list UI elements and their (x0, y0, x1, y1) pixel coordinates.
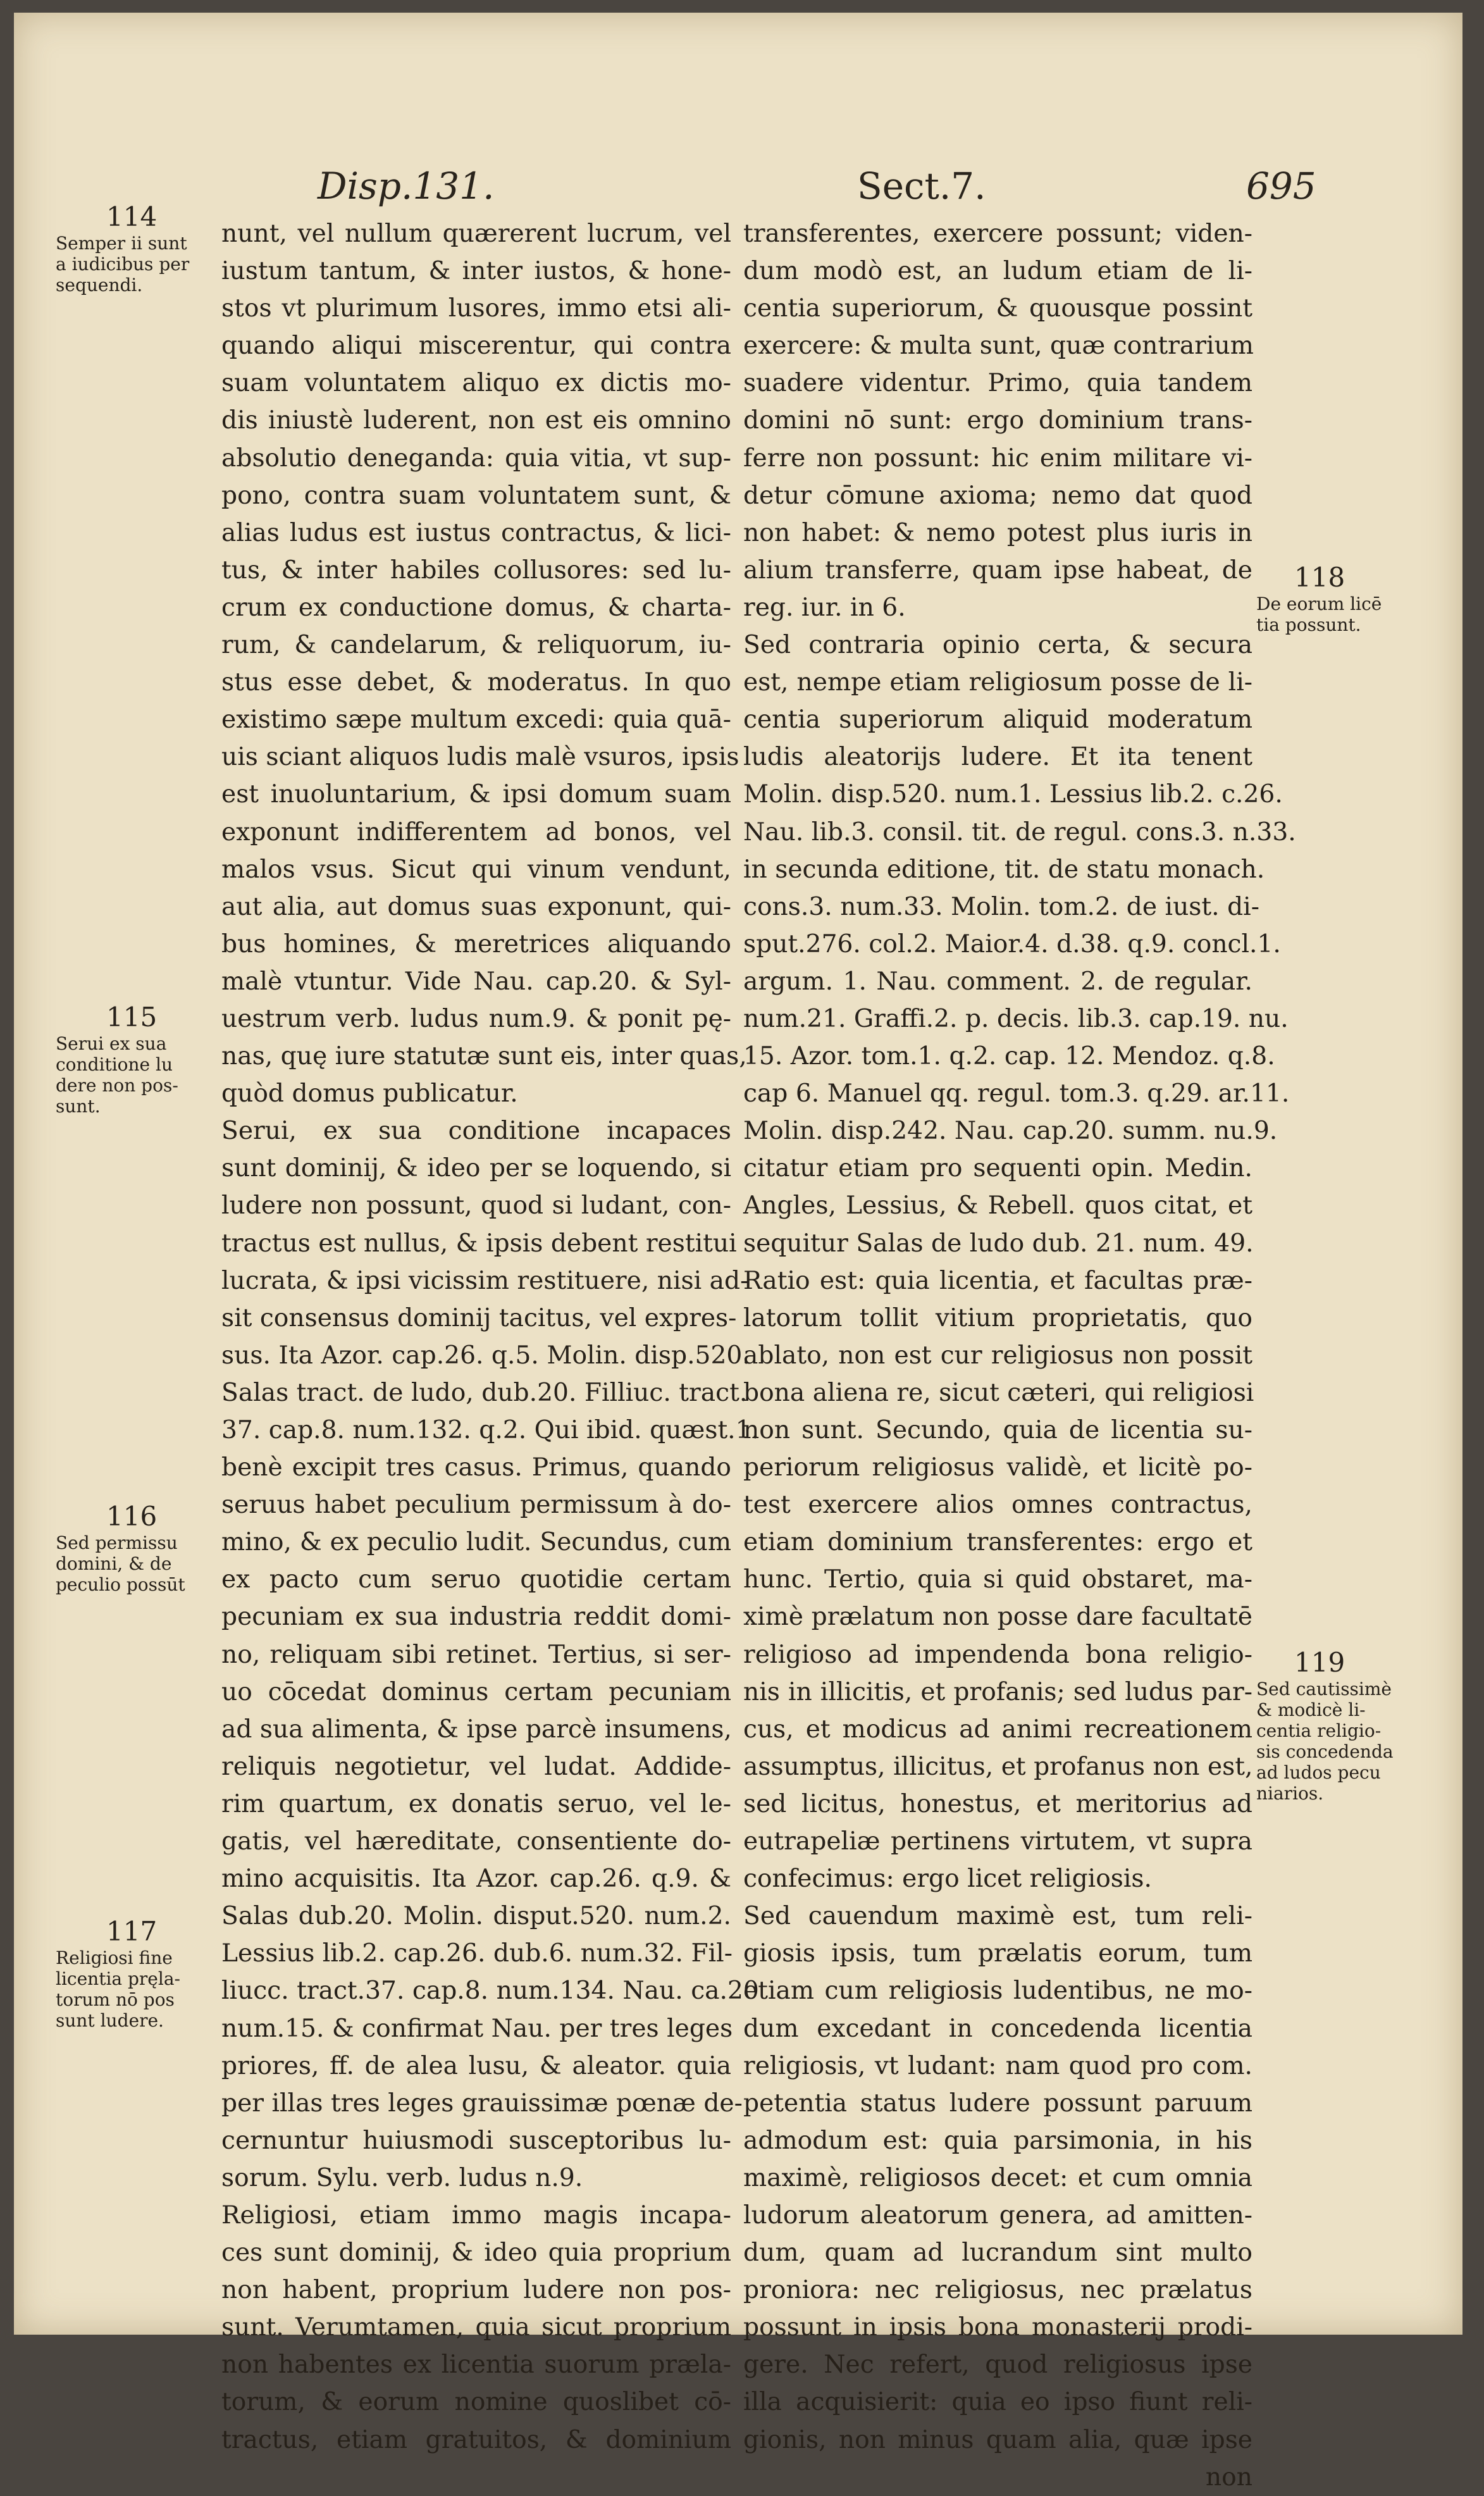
margin-note-line: Sed permissu (56, 1532, 178, 1553)
text-line: etiam cum religiosis ludentibus, ne mo- (743, 1977, 1252, 2006)
text-line: non habet: & nemo potest plus iuris in (743, 518, 1252, 547)
text-line: ludis aleatorijs ludere. Et ita tenent (743, 743, 1252, 772)
text-line: sequitur Salas de ludo dub. 21. num. 49. (743, 1229, 1254, 1258)
margin-note-line: sis concedenda (1256, 1741, 1394, 1762)
text-line: Religiosi, etiam immo magis incapa- (221, 2201, 731, 2230)
text-line: sit consensus dominij tacitus, vel expres- (221, 1303, 737, 1332)
text-line: gere. Nec refert, quod religiosus ipse (743, 2350, 1252, 2380)
text-line: iustum tantum, & inter iustos, & hone- (221, 257, 731, 286)
text-line: Serui, ex sua conditione incapaces (221, 1117, 731, 1146)
text-line: pono, contra suam voluntatem sunt, & (221, 481, 731, 510)
text-line: non habentes ex licentia suorum præla- (221, 2350, 731, 2380)
text-line: cernuntur huiusmodi susceptoribus lu- (221, 2126, 731, 2155)
margin-note-line: Religiosi fine (56, 1947, 173, 1968)
text-line: ex pacto cum seruo quotidie certam (221, 1565, 731, 1594)
text-line: periorum religiosus validè, et licitè po- (743, 1453, 1252, 1482)
text-line: benè excipit tres casus. Primus, quando (221, 1453, 731, 1482)
text-line: proniora: nec religiosus, nec prælatus (743, 2276, 1252, 2305)
text-line: Angles, Lessius, & Rebell. quos citat, et (743, 1191, 1252, 1220)
text-line: per illas tres leges grauissimæ pœnæ de- (221, 2089, 743, 2118)
text-line: bona aliena re, sicut cæteri, qui religiosi (743, 1378, 1254, 1407)
text-line: tractus est nullus, & ipsis debent restitui (221, 1229, 737, 1258)
text-line: uis sciant aliquos ludis malè vsuros, ipsis (221, 743, 739, 772)
text-line: rim quartum, ex donatis seruo, vel le- (221, 1789, 731, 1818)
text-line: rum, & candelarum, & reliquorum, iu- (221, 631, 731, 660)
margin-note-line: sunt. (56, 1096, 101, 1117)
text-line: mino acquisitis. Ita Azor. cap.26. q.9. & (221, 1865, 731, 1894)
margin-note-number: 115 (106, 1002, 158, 1033)
text-line: bus homines, & meretrices aliquando (221, 929, 731, 959)
text-line: non habent, proprium ludere non pos- (221, 2276, 731, 2305)
text-line: absolutio deneganda: quia vitia, vt sup- (221, 444, 731, 473)
text-line: exercere: & multa sunt, quæ contrarium (743, 332, 1254, 361)
text-line: alium transferre, quam ipse habeat, de (743, 556, 1252, 585)
text-line: religioso ad impendenda bona religio- (743, 1640, 1252, 1669)
text-line: ablato, non est cur religiosus non possit (743, 1341, 1252, 1370)
text-line: gatis, vel hæreditate, consentiente do- (221, 1827, 731, 1856)
text-line: centia superiorum aliquid moderatum (743, 705, 1252, 735)
margin-note-line: sunt ludere. (56, 2010, 164, 2031)
margin-note-text (1256, 593, 1414, 635)
text-line: uo cōcedat dominus certam pecuniam (221, 1677, 731, 1706)
text-line: dum excedant in concedenda licentia (743, 2014, 1252, 2043)
margin-note-117 (56, 1917, 214, 2031)
text-line: maximè, religiosos decet: et cum omnia (743, 2163, 1252, 2192)
text-line: crum ex conductione domus, & charta- (221, 593, 731, 622)
margin-note-115 (56, 1003, 214, 1117)
text-line: dis iniustè luderent, non est eis omnino (221, 406, 731, 435)
text-line: admodum est: quia parsimonia, in his (743, 2126, 1252, 2155)
text-line: existimo sæpe multum excedi: quia quā- (221, 705, 731, 735)
margin-note-line: ad ludos pecu (1256, 1762, 1381, 1783)
margin-note-number: 118 (1294, 562, 1345, 593)
margin-note-line: a iudicibus per (56, 254, 190, 275)
text-line: num.21. Graffi.2. p. decis. lib.3. cap.19. nu. (743, 1004, 1289, 1033)
book-page (14, 13, 1462, 2492)
text-line: religiosis, vt ludant: nam quod pro com. (743, 2051, 1252, 2080)
margin-note-line: centia religio- (1256, 1720, 1382, 1741)
text-line: lucrata, & ipsi vicissim restituere, nisi ad- (221, 1266, 749, 1295)
margin-note-line: niarios. (1256, 1783, 1324, 1804)
text-line: ludere non possunt, quod si ludant, con- (221, 1191, 731, 1220)
margin-note-line: tia possunt. (1256, 614, 1361, 635)
margin-note-line: dere non pos- (56, 1075, 178, 1096)
text-line: 37. cap.8. num.132. q.2. Qui ibid. quæst.1. (221, 1416, 760, 1444)
margin-note-119 (1256, 1648, 1414, 1804)
text-line: ad sua alimenta, & ipse parcè insumens, (221, 1715, 732, 1744)
text-line: suadere videntur. Primo, quia tandem (743, 369, 1252, 398)
text-line: non (1205, 2462, 1252, 2492)
text-line: possunt in ipsis bona monasterij prodi- (743, 2313, 1252, 2342)
margin-note-116 (56, 1502, 214, 1595)
text-line: test exercere alios omnes contractus, (743, 1491, 1252, 1520)
margin-note-number: 116 (106, 1501, 158, 1532)
margin-note-text (56, 1947, 214, 2031)
text-line: assumptus, illicitus, et profanus non est, (743, 1752, 1253, 1781)
text-line: cus, et modicus ad animi recreationem (743, 1715, 1252, 1744)
margin-note-line: licentia pręla- (56, 1968, 180, 1989)
text-line: Lessius lib.2. cap.26. dub.6. num.32. Fil- (221, 1939, 733, 1968)
text-line: pecuniam ex sua industria reddit domi- (221, 1603, 731, 1632)
text-line: malè vtuntur. Vide Nau. cap.20. & Syl- (221, 967, 731, 996)
text-line: cap 6. Manuel qq. regul. tom.3. q.29. ar.11. (743, 1079, 1290, 1108)
text-line: est inuoluntarium, & ipsi domum suam (221, 780, 731, 809)
text-line: alias ludus est iustus contractus, & lici- (221, 518, 731, 547)
text-line: cons.3. num.33. Molin. tom.2. de iust. di- (743, 892, 1259, 921)
text-line: seruus habet peculium permissum à do- (221, 1491, 731, 1520)
margin-note-line: peculio possūt (56, 1574, 185, 1595)
text-line: malos vsus. Sicut qui vinum vendunt, (221, 855, 731, 884)
text-line: domini nō sunt: ergo dominium trans- (743, 406, 1252, 435)
text-line: confecimus: ergo licet religiosis. (743, 1865, 1153, 1894)
text-line: Sed cauendum maximè est, tum reli- (743, 1902, 1252, 1931)
text-line: stos vt plurimum lusores, immo etsi ali- (221, 294, 731, 323)
text-line: giosis ipsis, tum prælatis eorum, tum (743, 1939, 1252, 1968)
text-line: quòd domus publicatur. (221, 1079, 518, 1108)
margin-note-text (56, 1033, 214, 1117)
text-line: sed licitus, honestus, et meritorius ad (743, 1789, 1252, 1818)
text-line: Molin. disp.242. Nau. cap.20. summ. nu.9. (743, 1117, 1278, 1146)
left-text-column (221, 215, 760, 2459)
text-line: sorum. Sylu. verb. ludus n.9. (221, 2163, 583, 2192)
text-line: dum, quam ad lucrandum sint multo (743, 2238, 1252, 2268)
text-line: reliquis negotietur, vel ludat. Addide- (221, 1752, 731, 1781)
text-line: in secunda editione, tit. de statu monach. (743, 855, 1265, 884)
text-line: eutrapeliæ pertinens virtutem, vt supra (743, 1827, 1252, 1856)
text-line: Nau. lib.3. consil. tit. de regul. cons.3. n.33. (743, 817, 1296, 847)
text-line: Salas dub.20. Molin. disput.520. num.2. (221, 1902, 731, 1931)
text-line: no, reliquam sibi retinet. Tertius, si ser- (221, 1640, 731, 1669)
text-line: Sed contraria opinio certa, & secura (743, 631, 1252, 660)
text-line: tractus, etiam gratuitos, & dominium (221, 2425, 731, 2454)
text-line: sus. Ita Azor. cap.26. q.5. Molin. disp.520. (221, 1341, 750, 1370)
text-line: sunt dominij, & ideo per se loquendo, si (221, 1154, 731, 1183)
margin-note-line: Sed cautissimè (1256, 1679, 1392, 1699)
text-line: non sunt. Secundo, quia de licentia su- (743, 1416, 1252, 1444)
page-number: 695 (1246, 165, 1316, 208)
text-line: nunt, vel nullum quærerent lucrum, vel (221, 220, 731, 248)
text-line: torum, & eorum nomine quoslibet cō- (221, 2388, 731, 2417)
text-line: suam voluntatem aliquo ex dictis mo- (221, 369, 731, 398)
margin-note-line: De eorum licē (1256, 593, 1382, 614)
text-line: Salas tract. de ludo, dub.20. Filliuc. tract. (221, 1378, 748, 1407)
margin-note-line: sequendi. (56, 275, 143, 295)
text-line: transferentes, exercere possunt; viden- (743, 220, 1252, 248)
text-line: nas, quę iure statutæ sunt eis, inter quas, (221, 1042, 747, 1071)
disputation-label: Disp.131. (318, 165, 495, 208)
text-line: 15. Azor. tom.1. q.2. cap. 12. Mendoz. q.8. (743, 1042, 1275, 1071)
text-line: mino, & ex peculio ludit. Secundus, cum (221, 1528, 731, 1557)
text-line: petentia status ludere possunt paruum (743, 2089, 1252, 2118)
margin-note-text (56, 1532, 214, 1595)
margin-note-118 (1256, 563, 1414, 635)
text-line: detur cōmune axioma; nemo dat quod (743, 481, 1252, 510)
text-line: ces sunt dominij, & ideo quia proprium (221, 2238, 731, 2268)
text-line: latorum tollit vitium proprietatis, quo (743, 1303, 1252, 1332)
text-line: etiam dominium transferentes: ergo et (743, 1528, 1252, 1557)
text-line: dum modò est, an ludum etiam de li- (743, 257, 1252, 286)
text-line: stus esse debet, & moderatus. In quo (221, 668, 731, 697)
text-line: ludorum aleatorum genera, ad amitten- (743, 2201, 1252, 2230)
text-line: gionis, non minus quam alia, quæ ipse (743, 2425, 1252, 2454)
text-line: num.15. & confirmat Nau. per tres leges (221, 2014, 733, 2043)
text-line: est, nempe etiam religiosum posse de li- (743, 668, 1252, 697)
text-line: liucc. tract.37. cap.8. num.134. Nau. ca.20 (221, 1977, 759, 2006)
text-line: citatur etiam pro sequenti opin. Medin. (743, 1154, 1252, 1183)
text-line: aut alia, aut domus suas exponunt, qui- (221, 892, 731, 921)
margin-note-text (56, 233, 214, 295)
text-line: uestrum verb. ludus num.9. & ponit pę- (221, 1004, 731, 1033)
text-line: argum. 1. Nau. comment. 2. de regular. (743, 967, 1252, 996)
text-line: Molin. disp.520. num.1. Lessius lib.2. c.26. (743, 780, 1283, 809)
section-label: Sect.7. (857, 165, 986, 208)
text-line: reg. iur. in 6. (743, 593, 906, 622)
margin-note-line: & modicè li- (1256, 1699, 1366, 1720)
margin-note-line: torum nō pos (56, 1989, 175, 2010)
text-line: ferre non possunt: hic enim militare vi- (743, 444, 1252, 473)
text-line: tus, & inter habiles collusores: sed lu- (221, 556, 731, 585)
text-line: sput.276. col.2. Maior.4. d.38. q.9. concl.1. (743, 929, 1281, 959)
text-line: exponunt indifferentem ad bonos, vel (221, 817, 731, 847)
margin-note-line: domini, & de (56, 1553, 172, 1574)
text-line: hunc. Tertio, quia si quid obstaret, ma- (743, 1565, 1252, 1594)
text-line: illa acquisierit: quia eo ipso fiunt reli- (743, 2388, 1252, 2417)
text-line: ximè prælatum non posse dare facultatē (743, 1603, 1252, 1632)
text-line: quando aliqui miscerentur, qui contra (221, 332, 731, 361)
margin-note-line: conditione lu (56, 1054, 173, 1075)
margin-note-number: 117 (106, 1916, 158, 1947)
margin-note-line: Semper ii sunt (56, 233, 187, 254)
text-line: Ratio est: quia licentia, et facultas præ- (743, 1266, 1252, 1295)
text-line: priores, ff. de alea lusu, & aleator. quia (221, 2051, 731, 2080)
text-line: nis in illicitis, et profanis; sed ludus par- (743, 1677, 1252, 1706)
margin-note-number: 114 (106, 201, 158, 232)
margin-note-number: 119 (1294, 1647, 1345, 1678)
margin-note-line: Serui ex sua (56, 1033, 167, 1054)
text-line: centia superiorum, & quousque possint (743, 294, 1252, 323)
text-line: sunt. Verumtamen, quia sicut proprium (221, 2313, 731, 2342)
margin-note-text (1256, 1679, 1414, 1804)
margin-note-114 (56, 202, 214, 295)
